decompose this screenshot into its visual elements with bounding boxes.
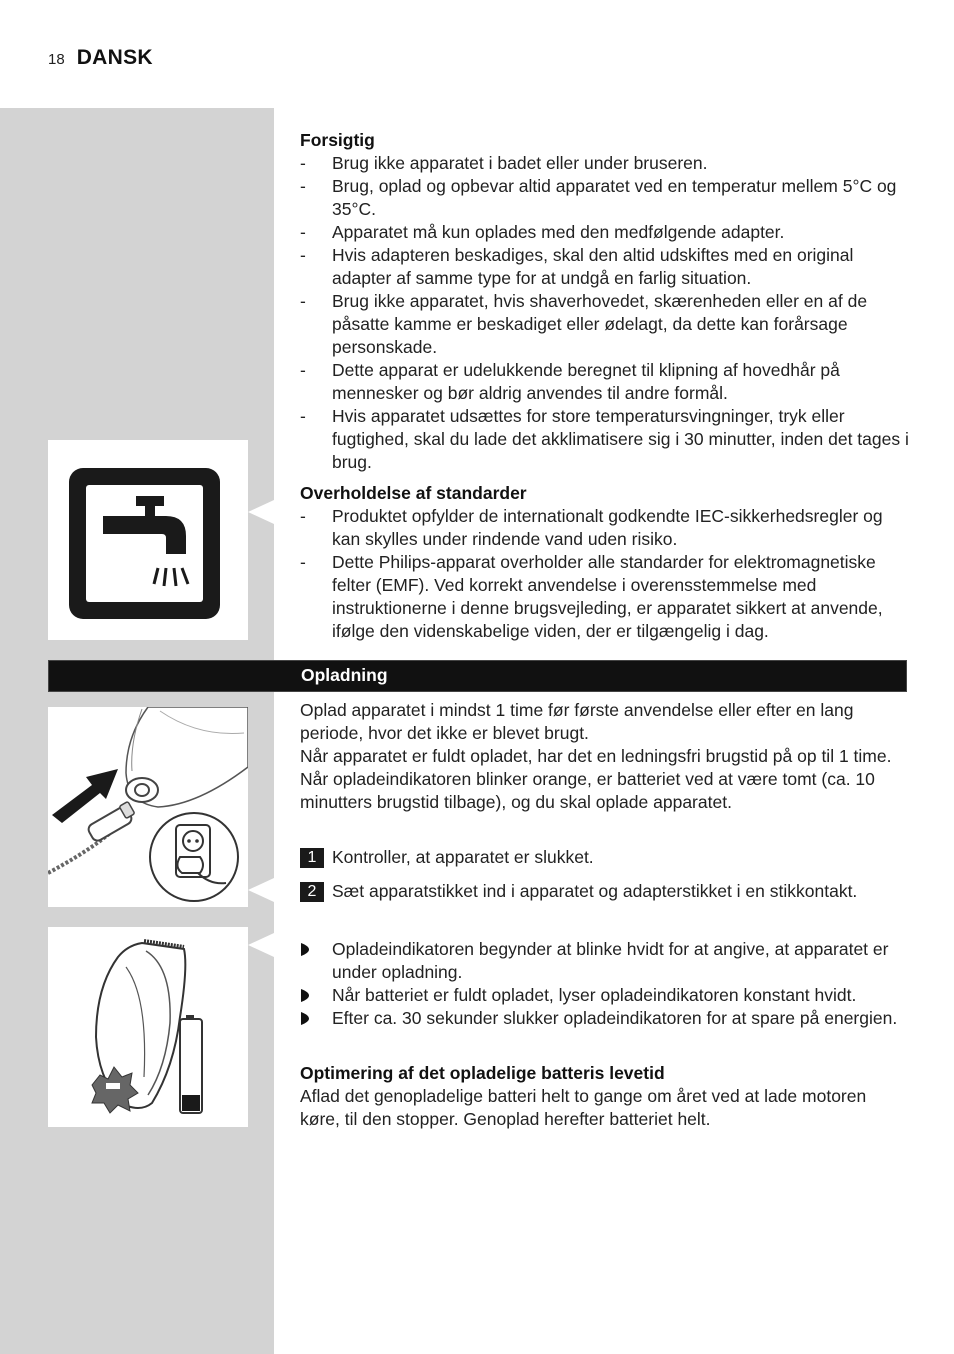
list-item: - Produktet opfylder de internationalt godkendte IEC-sikkerhedsregler og kan skylles under rindende vand uden risiko. — [300, 505, 910, 551]
list-item: - Hvis adapteren beskadiges, skal den altid udskiftes med en original adapter af samme type for at undgå en farlig situation. — [300, 244, 910, 290]
intro-paragraph: Oplad apparatet i mindst 1 time før første anvendelse eller efter en lang periode, hvor det ikke er blevet brugt. — [300, 700, 854, 743]
charging-results — [300, 938, 910, 1030]
battery-section — [300, 1062, 910, 1131]
page-number: 18 — [48, 51, 65, 68]
caution-heading: Forsigtig — [300, 130, 375, 150]
list-item: - Brug ikke apparatet, hvis shaverhovedet, skærenheden eller en af de påsatte kamme er beskadiget eller ødelagt, da dette kan forårsage personskade. — [300, 290, 910, 359]
step-number: 2 — [300, 882, 324, 902]
list-item: Efter ca. 30 sekunder slukker opladeindikatoren for at spare på energien. — [300, 1007, 910, 1030]
step-number: 1 — [300, 848, 324, 868]
standards-list — [300, 505, 910, 643]
intro-paragraph: Når opladeindikatoren blinker orange, er batteriet ved at være tomt (ca. 10 minutters brugstid tilbage), og du skal oplade apparatet. — [300, 769, 875, 812]
standards-section — [300, 482, 910, 643]
charging-intro — [300, 699, 910, 814]
charging-section-bar — [48, 660, 907, 692]
callout-pointer-icon — [248, 876, 274, 904]
battery-illustration — [48, 927, 248, 1127]
water-tap-illustration — [48, 440, 248, 640]
step-text: Sæt apparatstikket ind i apparatet og adapterstikket i en stikkontakt. — [332, 881, 858, 901]
step-text: Kontroller, at apparatet er slukket. — [332, 847, 594, 867]
list-item: - Hvis apparatet udsættes for store temperatursvingninger, tryk eller fugtighed, skal du lade det akklimatisere sig i 30 minutter, inden det tages i brug. — [300, 405, 910, 474]
list-item: - Brug, oplad og opbevar altid apparatet ved en temperatur mellem 5°C og 35°C. — [300, 175, 910, 221]
page-header — [48, 46, 153, 70]
charging-plug-illustration — [48, 707, 248, 907]
battery-heading: Optimering af det opladelige batteris levetid — [300, 1063, 665, 1083]
list-item: Opladeindikatoren begynder at blinke hvidt for at angive, at apparatet er under opladning. — [300, 938, 910, 984]
result-arrow-icon — [301, 989, 309, 1002]
callout-pointer-icon — [248, 931, 274, 959]
step-1 — [300, 847, 594, 868]
list-item: Når batteriet er fuldt opladet, lyser opladeindikatoren konstant hvidt. — [300, 984, 910, 1007]
charging-section-title: Opladning — [301, 665, 388, 685]
caution-list — [300, 152, 910, 474]
language-title: DANSK — [76, 46, 153, 69]
callout-pointer-icon — [248, 498, 274, 526]
standards-heading: Overholdelse af standarder — [300, 483, 527, 503]
step-2 — [300, 881, 857, 902]
list-item: - Brug ikke apparatet i badet eller under bruseren. — [300, 152, 910, 175]
results-list — [300, 938, 910, 1030]
battery-text: Aflad det genopladelige batteri helt to gange om året ved at lade motoren køre, til den stopper. Genoplad herefter batteriet helt. — [300, 1086, 867, 1129]
list-item: - Dette Philips-apparat overholder alle standarder for elektromagnetiske felter (EMF). Ved korrekt anvendelse i overensstemmelse med instruktionerne i denne brugsvejleding, er apparatet sikkert at anvende, ifølge den videnskabelige viden, der er tilgængelig i dag. — [300, 551, 910, 643]
caution-section — [300, 129, 910, 474]
list-item: - Dette apparat er udelukkende beregnet til klipning af hovedhår på mennesker og bør aldrig anvendes til andre formål. — [300, 359, 910, 405]
intro-paragraph: Når apparatet er fuldt opladet, har det en ledningsfri brugstid på op til 1 time. — [300, 746, 892, 766]
water-tap-icon — [48, 440, 248, 640]
list-item: - Apparatet må kun oplades med den medfølgende adapter. — [300, 221, 910, 244]
result-arrow-icon — [301, 1012, 309, 1025]
result-arrow-icon — [301, 943, 309, 956]
